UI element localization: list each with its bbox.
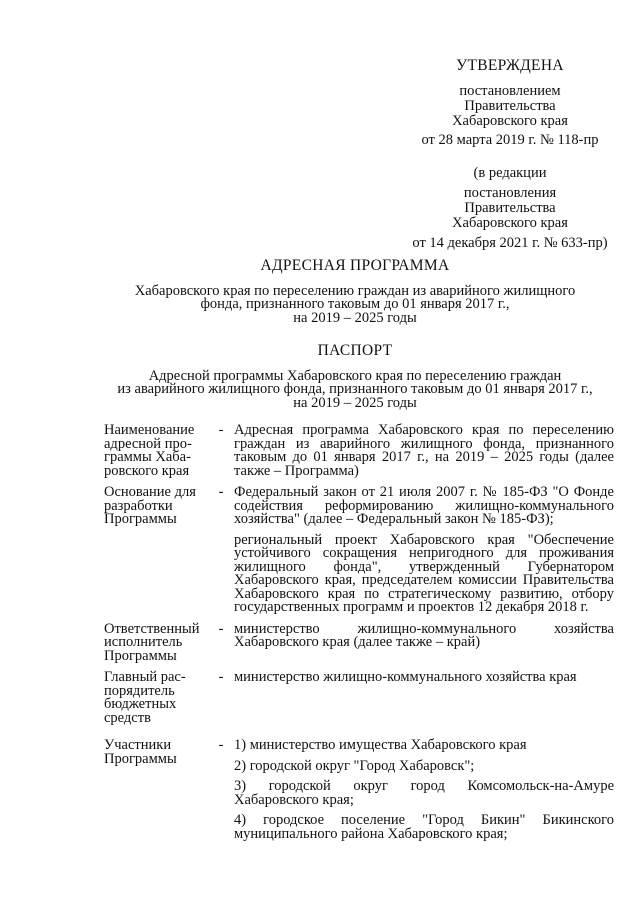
passport-title-line: из аварийного жилищного фонда, признанного таковым до 01 января 2017 г., [117,381,593,397]
row-label-line: исполнитель [104,634,183,650]
approval-line: постановлением [459,83,561,99]
program-title-line: на 2019 – 2025 годы [293,309,417,326]
approval-line: Хабаровского края [452,113,568,129]
row-label-line: Программы [104,647,177,664]
row-paragraph: 4) городское поселение "Город Бикин" Бикинского муниципального района Хабаровского края; [234,812,614,842]
row-label-line: Ответственный [104,620,200,637]
edition-open: (в редакции [473,165,547,181]
row-label-line: Основание для [104,484,196,500]
row-paragraph: 1) министерство имущества Хабаровского края [234,737,527,753]
row-paragraph: региональный проект Хабаровского края "Обеспечение устойчивого сокращения непригодного для проживания жилищного фонда", утвержденный Губернатором Хабаровского края, председателем комиссии Правительства Хабаровского края по стратегическому развитию, отбору государственных программ и проектов 12 декабря 2018 г. [234,531,614,615]
row-value [234,671,614,725]
row-value [234,424,614,478]
passport-title-line: на 2019 – 2025 годы [293,394,417,411]
row-paragraph: министерство жилищно-коммунального хозяйства края [234,669,577,685]
row-dash: - [218,669,224,685]
passport-table [104,424,614,841]
row-paragraph: Адресная программа Хабаровского края по переселению граждан из аварийного жилищного фонда, признанного таковым до 01 января 2017 г., на 2019 – 2025 годы (далее также – Программа) [234,422,614,479]
row-label-line: Программы [104,511,177,527]
row-label-line: средств [104,709,151,726]
row-paragraph: министерство жилищно-коммунального хозяйства Хабаровского края (далее также – край) [234,620,614,650]
edition-line: Хабаровского края [452,215,568,231]
row-label-line: порядитель [104,682,175,699]
edition-date: от 14 декабря 2021 г. № 633-пр) [412,235,608,251]
edition-line: постановления [463,185,557,201]
row-label [104,424,208,478]
program-title-line: Хабаровского края по переселению граждан из аварийного жилищного [134,282,576,299]
row-label [104,671,208,725]
row-paragraph: 3) городской округ город Комсомольск-на-Амуре Хабаровского края; [234,778,614,808]
passport-title-line: Адресной программы Хабаровского края по переселению граждан [148,367,562,384]
approval-date: от 28 марта 2019 г. № 118-пр [421,132,599,148]
row-label-line: ровского края [104,462,190,479]
table-row [104,739,614,841]
table-row [104,671,614,725]
row-label-line: адресной про- [104,435,192,452]
row-dash: - [218,620,224,637]
row-label-line: Главный рас- [104,669,186,685]
row-paragraph: 2) городской округ "Город Хабаровск"; [234,757,475,774]
row-value [234,739,614,841]
row-label-line: Программы [104,750,177,767]
row-value [234,486,614,615]
program-title-block [100,259,610,325]
passport-heading: ПАСПОРТ [317,342,393,359]
row-dash: - [218,484,224,500]
row-label-line: разработки [104,497,173,514]
row-value [234,620,614,664]
table-row [104,623,614,664]
table-row [104,424,614,478]
row-label [104,486,208,615]
table-row [104,486,614,615]
row-paragraph: Федеральный закон от 21 июля 2007 г. № 185-ФЗ "О Фонде содействия реформированию жилищно-коммунального хозяйства" (далее – Федеральный закон № 185-ФЗ); [234,484,614,527]
program-heading: АДРЕСНАЯ ПРОГРАММА [260,257,450,274]
row-label-line: Наименование [104,422,195,438]
row-label [104,739,208,841]
approval-line: Правительства [464,98,556,114]
row-dash: - [218,737,224,753]
row-dash: - [218,422,224,438]
row-label-line: граммы Хаба- [104,449,191,465]
approval-block [390,58,630,251]
passport-title-block [100,344,610,410]
row-label-line: бюджетных [104,696,177,712]
edition-line: Правительства [464,200,556,216]
row-label [104,620,208,664]
program-title-line: фонда, признанного таковым до 01 января 2017 г., [200,296,510,312]
row-label-line: Участники [104,737,172,753]
approval-heading: УТВЕРЖДЕНА [456,57,564,74]
